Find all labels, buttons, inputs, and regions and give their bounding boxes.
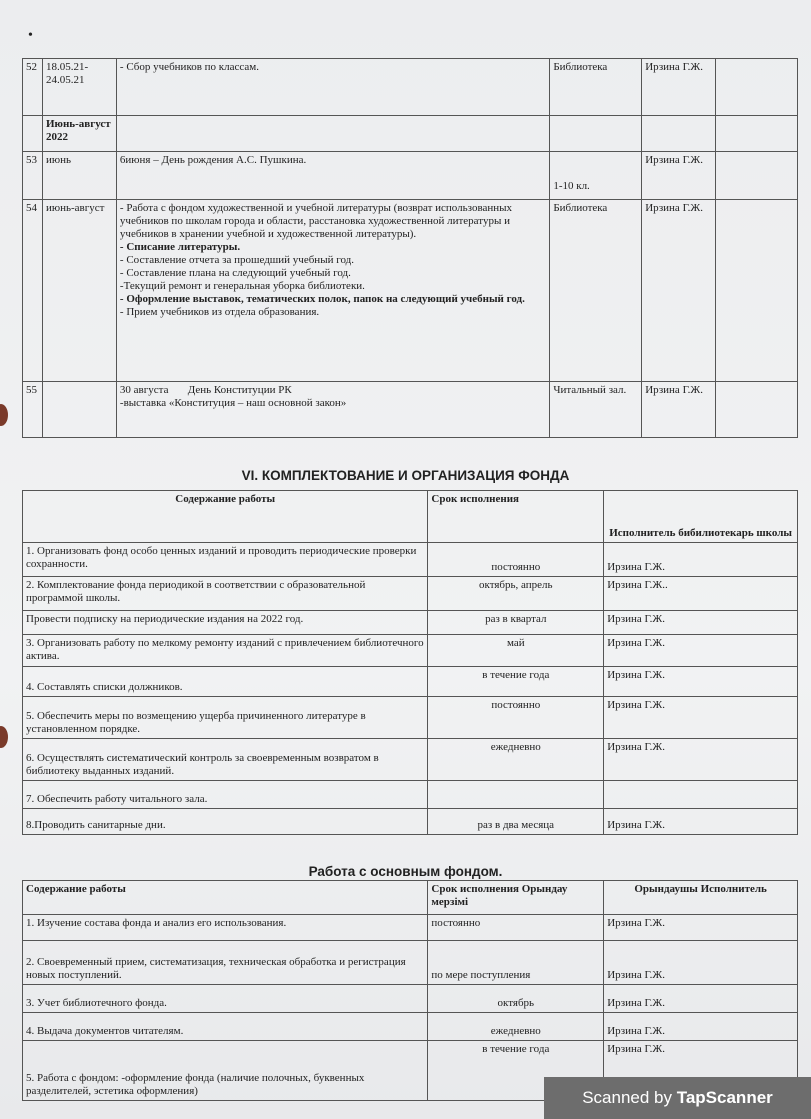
table-header-row bbox=[23, 491, 798, 543]
cell-person: Ирзина Г.Ж. bbox=[604, 611, 798, 635]
table-row bbox=[23, 1013, 798, 1041]
cell-term: по мере поступления bbox=[428, 941, 604, 985]
cell-content: 2. Комплектование фонда периодикой в соответствии с образовательной программой школы. bbox=[23, 577, 428, 611]
table-row bbox=[23, 781, 798, 809]
table-row bbox=[23, 739, 798, 781]
mark-dot: • bbox=[28, 28, 33, 43]
content-line: - Работа с фондом художественной и учебной литературы (возврат использованных учебников по школам города и области, расстановка художественной литературы и учебников в хранении учебной и художественной литературы). bbox=[119, 202, 513, 240]
row-content: 6июня – День рождения А.С. Пушкина. bbox=[116, 152, 549, 200]
table-row bbox=[23, 809, 798, 835]
table-row bbox=[23, 577, 798, 611]
content-line: 30 августа День Конституции РК bbox=[119, 384, 292, 396]
content-line: - Списание литературы. bbox=[119, 241, 241, 253]
cell-person: Ирзина Г.Ж. bbox=[604, 667, 798, 697]
cell-person: Ирзина Г.Ж. bbox=[604, 809, 798, 835]
row-number: 53 bbox=[23, 152, 43, 200]
cell-term: в течение года bbox=[428, 1041, 604, 1101]
cell-term: постоянно bbox=[428, 915, 604, 941]
cell-content: 4. Составлять списки должников. bbox=[23, 667, 428, 697]
cell-term bbox=[428, 781, 604, 809]
row-content: - Сбор учебников по классам. bbox=[116, 59, 549, 116]
cell-content: 8.Проводить санитарные дни. bbox=[23, 809, 428, 835]
scanner-watermark bbox=[544, 1077, 811, 1119]
section-title: Работа с основным фондом. bbox=[308, 864, 503, 879]
row-number bbox=[23, 116, 43, 152]
cell-content: Провести подписку на периодические издания на 2022 год. bbox=[23, 611, 428, 635]
row-extra bbox=[716, 116, 798, 152]
fund-table bbox=[22, 490, 798, 835]
cell-term: ежедневно bbox=[428, 1013, 604, 1041]
header-person: Орындаушы Исполнитель bbox=[604, 881, 798, 915]
row-date bbox=[42, 382, 116, 438]
content-line: - Составление плана на следующий учебный год. bbox=[119, 267, 351, 279]
cell-content: 5. Работа с фондом: -оформление фонда (наличие полочных, буквенных разделителей, эстетика оформления) bbox=[23, 1041, 428, 1101]
cell-person bbox=[604, 781, 798, 809]
cell-person: Ирзина Г.Ж. bbox=[604, 1013, 798, 1041]
punch-hole bbox=[0, 726, 8, 748]
cell-content: 1. Организовать фонд особо ценных изданий и проводить периодические проверки сохранности. bbox=[23, 543, 428, 577]
cell-person: Ирзина Г.Ж. bbox=[604, 739, 798, 781]
header-content: Содержание работы bbox=[23, 881, 428, 915]
row-date: Июнь-август 2022 bbox=[42, 116, 116, 152]
row-number: 55 bbox=[23, 382, 43, 438]
row-person: Ирзина Г.Ж. bbox=[642, 200, 716, 382]
main-fund-table bbox=[22, 880, 798, 1101]
row-number: 52 bbox=[23, 59, 43, 116]
cell-content: 3. Организовать работу по мелкому ремонту изданий с привлечением библиотечного актива. bbox=[23, 635, 428, 667]
cell-content: 6. Осуществлять систематический контроль за своевременным возвратом в библиотеку выданных изданий. bbox=[23, 739, 428, 781]
content-line: -Текущий ремонт и генеральная уборка библиотеки. bbox=[119, 280, 365, 292]
table-header-row bbox=[23, 881, 798, 915]
cell-term: раз в квартал bbox=[428, 611, 604, 635]
cell-person: Ирзина Г.Ж. bbox=[604, 543, 798, 577]
header-person: Исполнитель бибилиотекарь школы bbox=[604, 491, 798, 543]
cell-term: октябрь bbox=[428, 985, 604, 1013]
row-person: Ирзина Г.Ж. bbox=[642, 59, 716, 116]
row-place: Читальный зал. bbox=[550, 382, 642, 438]
cell-person: Ирзина Г.Ж.. bbox=[604, 577, 798, 611]
content-line: - Оформление выставок, тематических полок, папок на следующий учебный год. bbox=[119, 293, 525, 305]
row-content bbox=[116, 116, 549, 152]
table-row bbox=[23, 667, 798, 697]
header-term: Срок исполнения bbox=[428, 491, 604, 543]
table-row bbox=[23, 697, 798, 739]
punch-hole bbox=[0, 404, 8, 426]
table-row bbox=[23, 635, 798, 667]
row-date: 18.05.21-24.05.21 bbox=[42, 59, 116, 116]
cell-person: Ирзина Г.Ж. bbox=[604, 697, 798, 739]
row-extra bbox=[716, 382, 798, 438]
cell-person: Ирзина Г.Ж. bbox=[604, 985, 798, 1013]
table-row bbox=[23, 116, 798, 152]
watermark-brand: TapScanner bbox=[676, 1088, 773, 1107]
cell-content: 4. Выдача документов читателям. bbox=[23, 1013, 428, 1041]
row-content bbox=[116, 200, 549, 382]
table-row bbox=[23, 611, 798, 635]
table-row bbox=[23, 59, 798, 116]
row-place bbox=[550, 116, 642, 152]
row-content bbox=[116, 382, 549, 438]
content-line: - Прием учебников из отдела образования. bbox=[119, 306, 320, 318]
cell-content: 3. Учет библиотечного фонда. bbox=[23, 985, 428, 1013]
table-row bbox=[23, 985, 798, 1013]
cell-content: 5. Обеспечить меры по возмещению ущерба причиненного литературе в установленном порядке. bbox=[23, 697, 428, 739]
row-person bbox=[642, 116, 716, 152]
cell-person: Ирзина Г.Ж. bbox=[604, 915, 798, 941]
row-place: Библиотека bbox=[550, 59, 642, 116]
section-title: VI. КОМПЛЕКТОВАНИЕ И ОРГАНИЗАЦИЯ ФОНДА bbox=[241, 468, 570, 483]
table-row bbox=[23, 543, 798, 577]
header-content: Содержание работы bbox=[23, 491, 428, 543]
header-term: Срок исполнения Орындау мерзімі bbox=[428, 881, 604, 915]
row-number: 54 bbox=[23, 200, 43, 382]
events-table bbox=[22, 58, 798, 438]
cell-content: 7. Обеспечить работу читального зала. bbox=[23, 781, 428, 809]
table-row bbox=[23, 200, 798, 382]
watermark-prefix: Scanned by bbox=[582, 1088, 677, 1107]
table-row bbox=[23, 382, 798, 438]
table-row bbox=[23, 152, 798, 200]
cell-term: ежедневно bbox=[428, 739, 604, 781]
cell-term: постоянно bbox=[428, 543, 604, 577]
cell-term: октябрь, апрель bbox=[428, 577, 604, 611]
cell-person: Ирзина Г.Ж. bbox=[604, 941, 798, 985]
cell-person: Ирзина Г.Ж. bbox=[604, 635, 798, 667]
table-row bbox=[23, 915, 798, 941]
row-extra bbox=[716, 200, 798, 382]
row-person: Ирзина Г.Ж. bbox=[642, 152, 716, 200]
row-place: 1-10 кл. bbox=[550, 152, 642, 200]
table-row bbox=[23, 941, 798, 985]
cell-term: май bbox=[428, 635, 604, 667]
cell-content: 1. Изучение состава фонда и анализ его использования. bbox=[23, 915, 428, 941]
row-extra bbox=[716, 59, 798, 116]
row-person: Ирзина Г.Ж. bbox=[642, 382, 716, 438]
row-date: июнь-август bbox=[42, 200, 116, 382]
content-line: - Составление отчета за прошедший учебный год. bbox=[119, 254, 354, 266]
cell-content: 2. Своевременный прием, систематизация, техническая обработка и регистрация новых поступлений. bbox=[23, 941, 428, 985]
cell-term: постоянно bbox=[428, 697, 604, 739]
row-extra bbox=[716, 152, 798, 200]
cell-term: раз в два месяца bbox=[428, 809, 604, 835]
row-date: июнь bbox=[42, 152, 116, 200]
cell-term: в течение года bbox=[428, 667, 604, 697]
content-line: -выставка «Конституция – наш основной закон» bbox=[119, 397, 347, 409]
row-place: Библиотека bbox=[550, 200, 642, 382]
cell-person: Ирзина Г.Ж. bbox=[604, 1041, 798, 1101]
